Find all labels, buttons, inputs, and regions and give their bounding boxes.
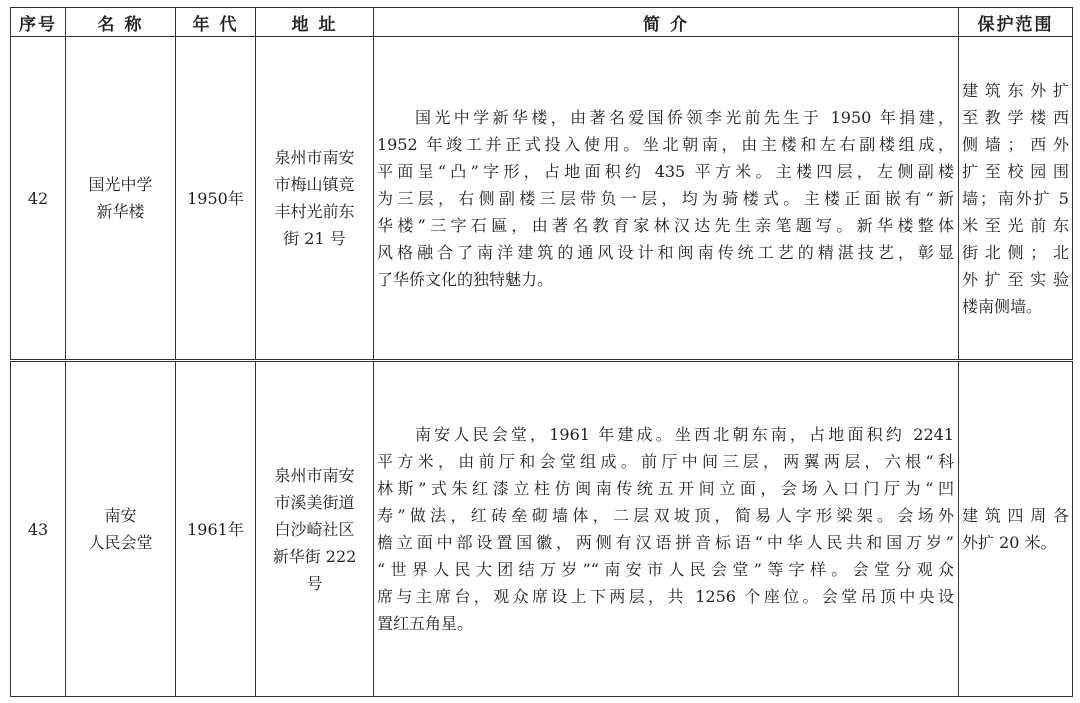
address-line: 新华街 222 <box>272 546 357 566</box>
address-line: 白沙崎社区 <box>274 519 355 539</box>
site-era: 1950年 <box>176 37 256 361</box>
header-protection: 保护范围 <box>959 8 1073 37</box>
description-line: 华楼”三字石匾，由著名教育家林汉达先生亲笔题写。新华楼整体 <box>377 215 954 235</box>
table-row <box>11 37 1073 361</box>
site-name-line: 南安 <box>104 506 137 525</box>
description-line: 1952 年竣工并正式投入使用。坐北朝南，由主楼和左右副楼组成， <box>377 134 954 154</box>
protection-line: 至教学楼西 <box>962 107 1069 127</box>
description-line: 置红五角星。 <box>377 614 474 633</box>
address-line: 号 <box>306 573 323 593</box>
description-line: 寿”做法，红砖垒砌墙体，二层双坡顶，简易人字形梁架。会场外 <box>377 506 954 525</box>
description-line: 为三层，右侧副楼三层带负一层，均为骑楼式。主楼正面嵌有“新 <box>377 188 954 208</box>
site-name-line: 人民会堂 <box>88 533 153 552</box>
description-line: “世界人民大团结万岁”“南安市人民会堂”等字样。会堂分观众 <box>377 560 954 579</box>
header-name: 名 称 <box>66 8 176 37</box>
site-address <box>256 361 374 697</box>
header-era: 年 代 <box>176 8 256 37</box>
description-line: 平面呈“凸”字形，占地面积约 435 平方米。主楼四层，左侧副楼 <box>377 161 954 181</box>
header-no: 序号 <box>11 8 66 37</box>
address-line: 市梅山镇竞 <box>274 175 355 194</box>
address-line: 丰村光前东 <box>274 202 355 221</box>
protection-scope <box>959 361 1073 697</box>
protection-line: 建筑四周各 <box>962 506 1069 525</box>
description-line: 林斯”式朱红漆立柱仿闽南传统五开间立面，会场入口门厅为“凹 <box>377 479 954 498</box>
site-description <box>374 361 959 697</box>
header-row <box>11 8 1073 37</box>
description-line: 风格融合了南洋建筑的通风设计和闽南传统工艺的精湛技艺，彰显 <box>377 242 954 262</box>
row-number: 43 <box>11 361 66 697</box>
description-line: 国光中学新华楼，由著名爱国侨领李光前先生于 1950 年捐建， <box>415 107 954 127</box>
header-address: 地 址 <box>256 8 374 37</box>
protection-scope <box>959 37 1073 361</box>
table-row <box>11 361 1073 697</box>
protection-line: 楼南侧墙。 <box>962 296 1043 316</box>
header-description: 简 介 <box>374 8 959 37</box>
description-line: 了华侨文化的独特魅力。 <box>377 269 554 289</box>
site-name-line: 新华楼 <box>96 202 145 221</box>
address-line: 市溪美街道 <box>274 492 355 512</box>
site-address <box>256 37 374 361</box>
protection-line: 米至光前东 <box>962 215 1069 235</box>
site-name <box>66 361 176 697</box>
site-name-line: 国光中学 <box>88 175 153 194</box>
protection-line: 扩至校园围 <box>962 161 1069 181</box>
site-name <box>66 37 176 361</box>
protection-line: 墙；南外扩 5 <box>962 188 1069 208</box>
row-number: 42 <box>11 37 66 361</box>
protection-line: 建筑东外扩 <box>962 80 1069 100</box>
description-line: 檐立面中部设置国徽，两侧有汉语拼音标语“中华人民共和国万岁” <box>377 533 954 552</box>
address-line: 泉州市南安 <box>274 465 355 485</box>
protection-line: 外扩 20 米。 <box>962 533 1057 552</box>
description-line: 平方米，由前厅和会堂组成。前厅中间三层，两翼两层，六根“科 <box>377 452 954 471</box>
protection-line: 街北侧；北 <box>962 242 1069 262</box>
description-line: 南安人民会堂，1961 年建成。坐西北朝东南，占地面积约 2241 <box>415 425 954 444</box>
heritage-table <box>10 7 1073 697</box>
site-description <box>374 37 959 361</box>
site-era: 1961年 <box>176 361 256 697</box>
protection-line: 外扩至实验 <box>962 269 1069 289</box>
description-line: 席与主席台，观众席设上下两层，共 1256 个座位。会堂吊顶中央设 <box>377 587 954 606</box>
address-line: 泉州市南安 <box>274 148 355 167</box>
protection-line: 侧墙；西外 <box>962 134 1069 154</box>
address-line: 街 21 号 <box>283 229 346 248</box>
